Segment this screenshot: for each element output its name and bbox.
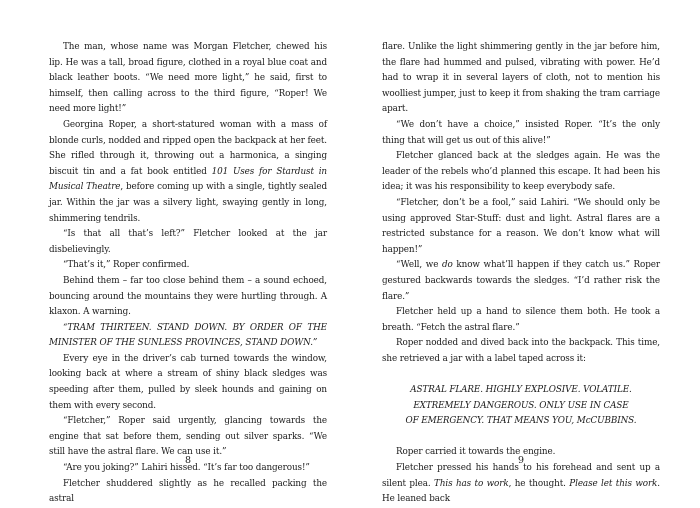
paragraph <box>49 477 327 508</box>
paragraph <box>49 274 327 321</box>
paragraph <box>49 227 327 258</box>
text-run: OF EMERGENCY. THAT MEANS YOU, McCUBBINS. <box>405 416 637 427</box>
paragraph <box>382 118 660 149</box>
italic-text-run: “TRAM THIRTEEN. STAND DOWN. BY ORDER OF THE MINISTER OF THE SUNLESS PROVINCES, STAND DOWN.” <box>49 322 327 349</box>
text-run: Roper carried it towards the engine. <box>396 447 556 458</box>
left-page-number: 8 <box>184 455 192 466</box>
italic-text-run: This has to work <box>434 478 509 489</box>
text-run: “Well, we <box>396 260 443 271</box>
paragraph <box>382 196 660 258</box>
text-run: Roper nodded and dived back into the backpack. This time, she retrieved a jar with a label taped across it: <box>382 338 660 364</box>
text-run: Fletcher pressed his hands to his forehead and sent up a silent plea. <box>382 463 660 489</box>
text-run: ASTRAL FLARE. HIGHLY EXPLOSIVE. VOLATILE. <box>410 385 632 396</box>
label-text-line <box>382 383 660 399</box>
text-run: , before coming up with a single, tightly sealed jar. Within the jar was a silvery light, swaying gently in long, shimmering tendrils. <box>49 182 327 224</box>
text-run: The man, whose name was Morgan Fletcher, chewed his lip. He was a tall, broad figure, clothed in a royal blue coat and black leather boots. “We need more light,” he said, first to himself, then calling across to the third figure, “Roper! We need more light!” <box>49 42 327 115</box>
paragraph <box>382 461 660 508</box>
text-run: know what’ll happen if they catch us.” Roper gestured backwards towards the sledges. “I’d rather risk the flare.” <box>382 260 660 302</box>
text-run: He leaned back <box>382 494 450 505</box>
blank-line <box>382 430 660 446</box>
text-run: “Is that all that’s left?” Fletcher looked at the jar disbelievingly. <box>49 229 327 255</box>
label-text-line <box>382 399 660 415</box>
italic-text-run: do <box>442 260 453 271</box>
text-run: “Are you joking?” Lahiri hissed. “It’s far too dangerous!” <box>63 463 310 474</box>
blank-line <box>382 367 660 383</box>
text-run: flare. Unlike the light shimmering gently in the jar before him, the flare had hummed and pulsed, vibrating with power. He’d had to wrap it in several layers of cloth, not to mention his woolliest jumper, just to keep it from shaking the tram carriage apart. <box>382 42 660 115</box>
text-run: , he thought. <box>508 478 570 489</box>
paragraph <box>382 149 660 196</box>
paragraph <box>49 40 327 118</box>
paragraph <box>49 321 327 352</box>
left-page <box>49 40 327 508</box>
label-text-line <box>382 414 660 430</box>
text-run: Behind them – far too close behind them – a sound echoed, bouncing around the mountains they were hurtling through. A klaxon. A warning. <box>49 275 327 318</box>
paragraph <box>382 40 660 118</box>
text-run: Fletcher glanced back at the sledges again. He was the leader of the rebels who’d planned this escape. It had been his idea; it was his responsibility to keep everybody safe. <box>382 151 660 193</box>
text-run: “That’s it,” Roper confirmed. <box>63 260 190 271</box>
text-run: Fletcher shuddered slightly as he recalled packing the astral <box>49 478 327 505</box>
paragraph <box>49 352 327 414</box>
italic-text-run: 101 Uses for Stardust in Musical Theatre <box>49 166 327 193</box>
text-run: EXTREMELY DANGEROUS. ONLY USE IN CASE <box>413 400 629 411</box>
right-page <box>382 40 660 508</box>
paragraph <box>382 258 660 305</box>
text-run: “Fletcher, don’t be a fool,” said Lahiri. “We should only be using approved Star-Stuff: dust and light. Astral flares are a restricted substance for a reason. We don’t know what will happen!” <box>382 197 660 255</box>
italic-text-run: Please let this work. <box>569 478 660 489</box>
text-run: Georgina Roper, a short-statured woman with a mass of blonde curls, nodded and ripped open the backpack at her feet. She rifled through it, throwing out a harmonica, a singing biscuit tin and a fat book entitled <box>49 119 327 177</box>
paragraph <box>49 118 327 227</box>
paragraph <box>382 305 660 336</box>
text-run: Fletcher held up a hand to silence them both. He took a breath. “Fetch the astral flare.” <box>382 307 660 333</box>
paragraph <box>382 336 660 367</box>
paragraph <box>49 414 327 461</box>
text-run: “Fletcher,” Roper said urgently, glancing towards the engine that sat before them, sending out silver sparks. “We still have the astral flare. We can use it.” <box>49 416 327 458</box>
text-run: “We don’t have a choice,” insisted Roper. “It’s the only thing that will get us out of this alive!” <box>382 119 660 146</box>
paragraph <box>49 258 327 274</box>
text-run: Every eye in the driver’s cab turned towards the window, looking back at where a stream of shiny black sledges was speeding after them, pulled by sleek hounds and gaining on them with every second. <box>49 353 327 411</box>
right-page-number: 9 <box>517 455 525 466</box>
